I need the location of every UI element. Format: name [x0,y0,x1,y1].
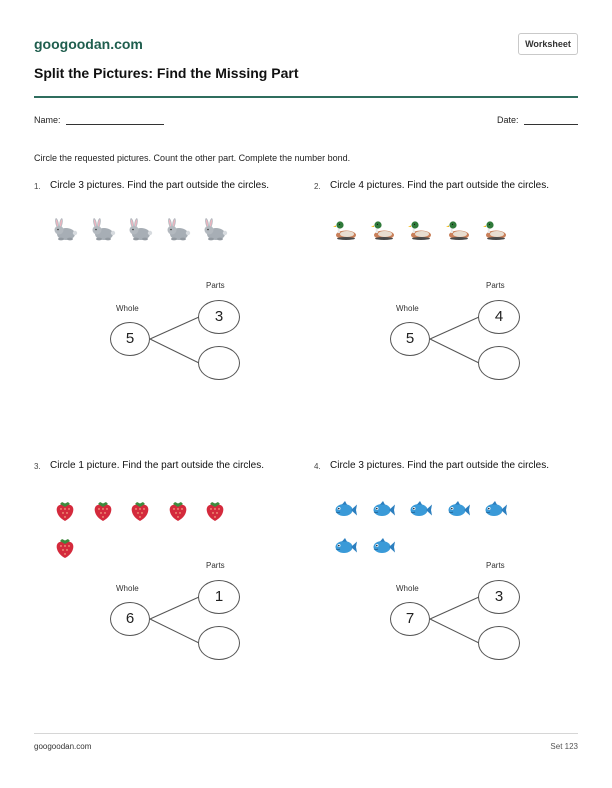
problem-3 [34,435,304,705]
problem-number: 4. [314,462,321,471]
page-title: Split the Pictures: Find the Missing Part [34,65,299,81]
number-bond [388,281,528,400]
name-blank[interactable] [66,115,164,125]
part-known-circle: 3 [198,300,240,334]
strawberry-icon[interactable] [127,497,153,523]
strawberry-icon[interactable] [90,497,116,523]
duck-icon[interactable] [482,217,508,243]
whole-circle: 5 [110,322,150,356]
worksheet-badge: Worksheet [518,33,578,55]
rabbit-icon[interactable] [127,217,153,243]
fish-icon[interactable] [370,534,396,560]
fish-icon[interactable] [332,534,358,560]
number-bond [108,281,248,400]
fish-icon[interactable] [445,497,471,523]
whole-label: Whole [116,304,139,313]
footer-divider [34,733,578,734]
part-missing-circle[interactable] [478,626,520,660]
name-field [34,115,164,125]
duck-icon[interactable] [370,217,396,243]
whole-circle: 6 [110,602,150,636]
fish-icon[interactable] [332,497,358,523]
rabbit-icon[interactable] [52,217,78,243]
part-missing-circle[interactable] [478,346,520,380]
parts-label: Parts [206,281,225,290]
strawberry-icon[interactable] [52,534,78,560]
parts-label: Parts [486,281,505,290]
problem-4 [314,435,584,705]
brand-logo: googoodan.com [34,36,143,52]
duck-icon[interactable] [445,217,471,243]
date-field [497,115,578,125]
part-known-circle: 1 [198,580,240,614]
rabbit-icon[interactable] [165,217,191,243]
parts-label: Parts [486,561,505,570]
part-known-circle: 3 [478,580,520,614]
footer-brand: googoodan.com [34,742,92,751]
duck-icon[interactable] [407,217,433,243]
whole-label: Whole [396,304,419,313]
rabbit-icon[interactable] [202,217,228,243]
rabbit-icon[interactable] [90,217,116,243]
part-known-circle: 4 [478,300,520,334]
problem-text: Circle 3 pictures. Find the part outside the circles. [50,180,269,191]
part-missing-circle[interactable] [198,626,240,660]
problem-2 [314,155,584,425]
number-bond [108,561,248,680]
problem-text: Circle 3 pictures. Find the part outside the circles. [330,460,549,471]
name-label: Name: [34,115,61,125]
part-missing-circle[interactable] [198,346,240,380]
strawberry-icon[interactable] [52,497,78,523]
whole-circle: 7 [390,602,430,636]
parts-label: Parts [206,561,225,570]
duck-icon[interactable] [332,217,358,243]
problem-number: 2. [314,182,321,191]
problem-number: 1. [34,182,41,191]
strawberry-icon[interactable] [165,497,191,523]
strawberry-icon[interactable] [202,497,228,523]
whole-label: Whole [116,584,139,593]
header-divider [34,96,578,98]
whole-label: Whole [396,584,419,593]
instructions: Circle the requested pictures. Count the other part. Complete the number bond. [34,153,351,163]
date-blank[interactable] [524,115,578,125]
fish-icon[interactable] [407,497,433,523]
problem-text: Circle 4 pictures. Find the part outside the circles. [330,180,549,191]
whole-circle: 5 [390,322,430,356]
problem-1 [34,155,304,425]
fish-icon[interactable] [370,497,396,523]
fish-icon[interactable] [482,497,508,523]
footer-set-number: Set 123 [550,742,578,751]
number-bond [388,561,528,680]
problem-text: Circle 1 picture. Find the part outside the circles. [50,460,264,471]
problem-number: 3. [34,462,41,471]
date-label: Date: [496,115,519,125]
